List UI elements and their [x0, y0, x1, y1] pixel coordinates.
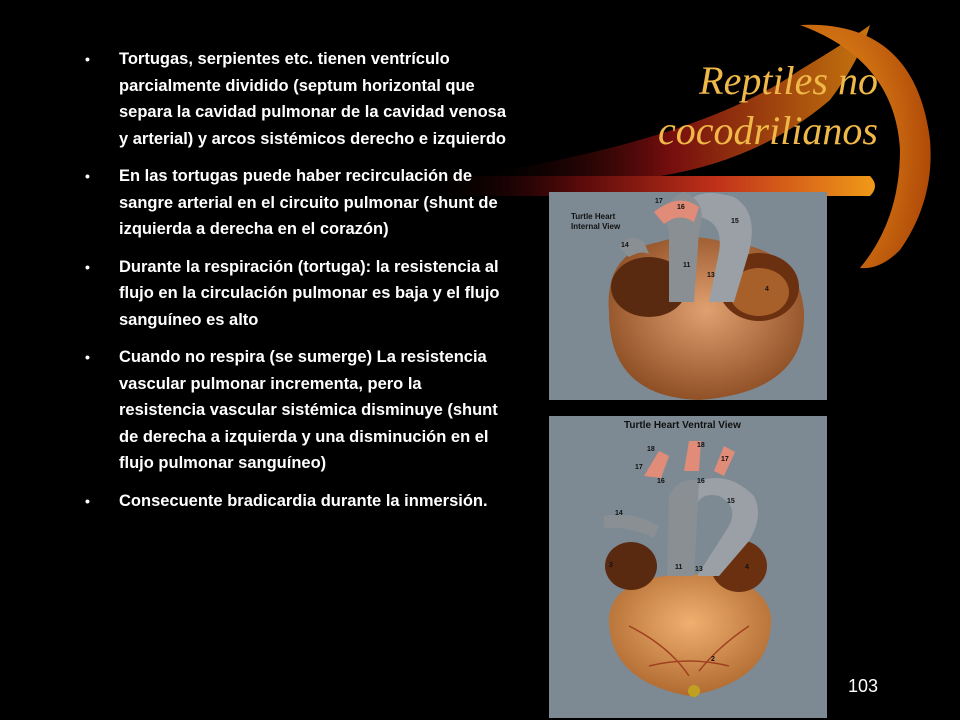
title-line-2: cocodrilianos: [658, 108, 878, 153]
turtle-heart-ventral-illustration: [549, 416, 827, 718]
turtle-heart-internal-photo: [549, 192, 827, 400]
marker-label: 17: [635, 464, 643, 471]
marker-label: 3: [609, 562, 613, 569]
marker-label: 18: [647, 446, 655, 453]
bullet-item: [85, 163, 510, 243]
internal-view-label: [571, 212, 620, 232]
bullet-text: Consecuente bradicardia durante la inmersión.: [119, 491, 488, 510]
bullet-item: [85, 344, 510, 477]
internal-label-line-2: Internal View: [571, 222, 621, 231]
marker-label: 16: [677, 204, 685, 211]
marker-label: 17: [721, 456, 729, 463]
marker-label: 13: [695, 566, 703, 573]
marker-label: 14: [621, 242, 629, 249]
slide-title: [558, 56, 878, 156]
marker-label: 11: [683, 262, 691, 269]
marker-label: 16: [697, 478, 705, 485]
title-line-1: Reptiles no: [699, 58, 878, 103]
bullet-dot-icon: •: [85, 168, 90, 184]
bullet-dot-icon: •: [85, 51, 90, 67]
bullet-text: Durante la respiración (tortuga): la resistencia al flujo en la circulación pulmonar es baja y el flujo sanguíneo es alto: [119, 257, 500, 329]
bullet-dot-icon: •: [85, 258, 90, 275]
bullet-item: [85, 254, 510, 334]
marker-label: 15: [727, 498, 735, 505]
bullet-dot-icon: •: [85, 492, 90, 509]
marker-label: 4: [745, 564, 749, 571]
turtle-heart-ventral-photo: [549, 416, 827, 718]
bullet-item: [85, 46, 510, 152]
marker-label: 14: [615, 510, 623, 517]
marker-label: 2: [711, 656, 715, 663]
bullet-item: [85, 488, 510, 515]
marker-label: 15: [731, 218, 739, 225]
marker-label: 4: [765, 286, 769, 293]
bullet-text: En las tortugas puede haber recirculación de sangre arterial en el circuito pulmonar (shunt de izquierda a derecha en el corazón): [119, 167, 498, 238]
marker-label: 18: [697, 442, 705, 449]
bullet-dot-icon: •: [85, 349, 90, 365]
ventral-view-label: Turtle Heart Ventral View: [624, 420, 741, 431]
marker-label: 17: [655, 198, 663, 205]
marker-label: 11: [675, 564, 683, 571]
page-number: 103: [847, 676, 878, 696]
bullet-list: [85, 46, 510, 525]
marker-label: 16: [657, 478, 665, 485]
marker-label: 13: [707, 272, 715, 279]
bullet-text: Tortugas, serpientes etc. tienen ventrículo parcialmente dividido (septum horizontal que separa la cavidad pulmonar de la cavidad venosa y arterial) y arcos sistémicos derecho e izquierdo: [119, 50, 507, 148]
bullet-text: Cuando no respira (se sumerge) La resistencia vascular pulmonar incrementa, pero la resistencia vascular sistémica disminuye (shunt de derecha a izquierda y una disminución en el flujo pulmonar sanguíneo): [119, 348, 498, 472]
internal-label-line-1: Turtle Heart: [571, 212, 616, 221]
